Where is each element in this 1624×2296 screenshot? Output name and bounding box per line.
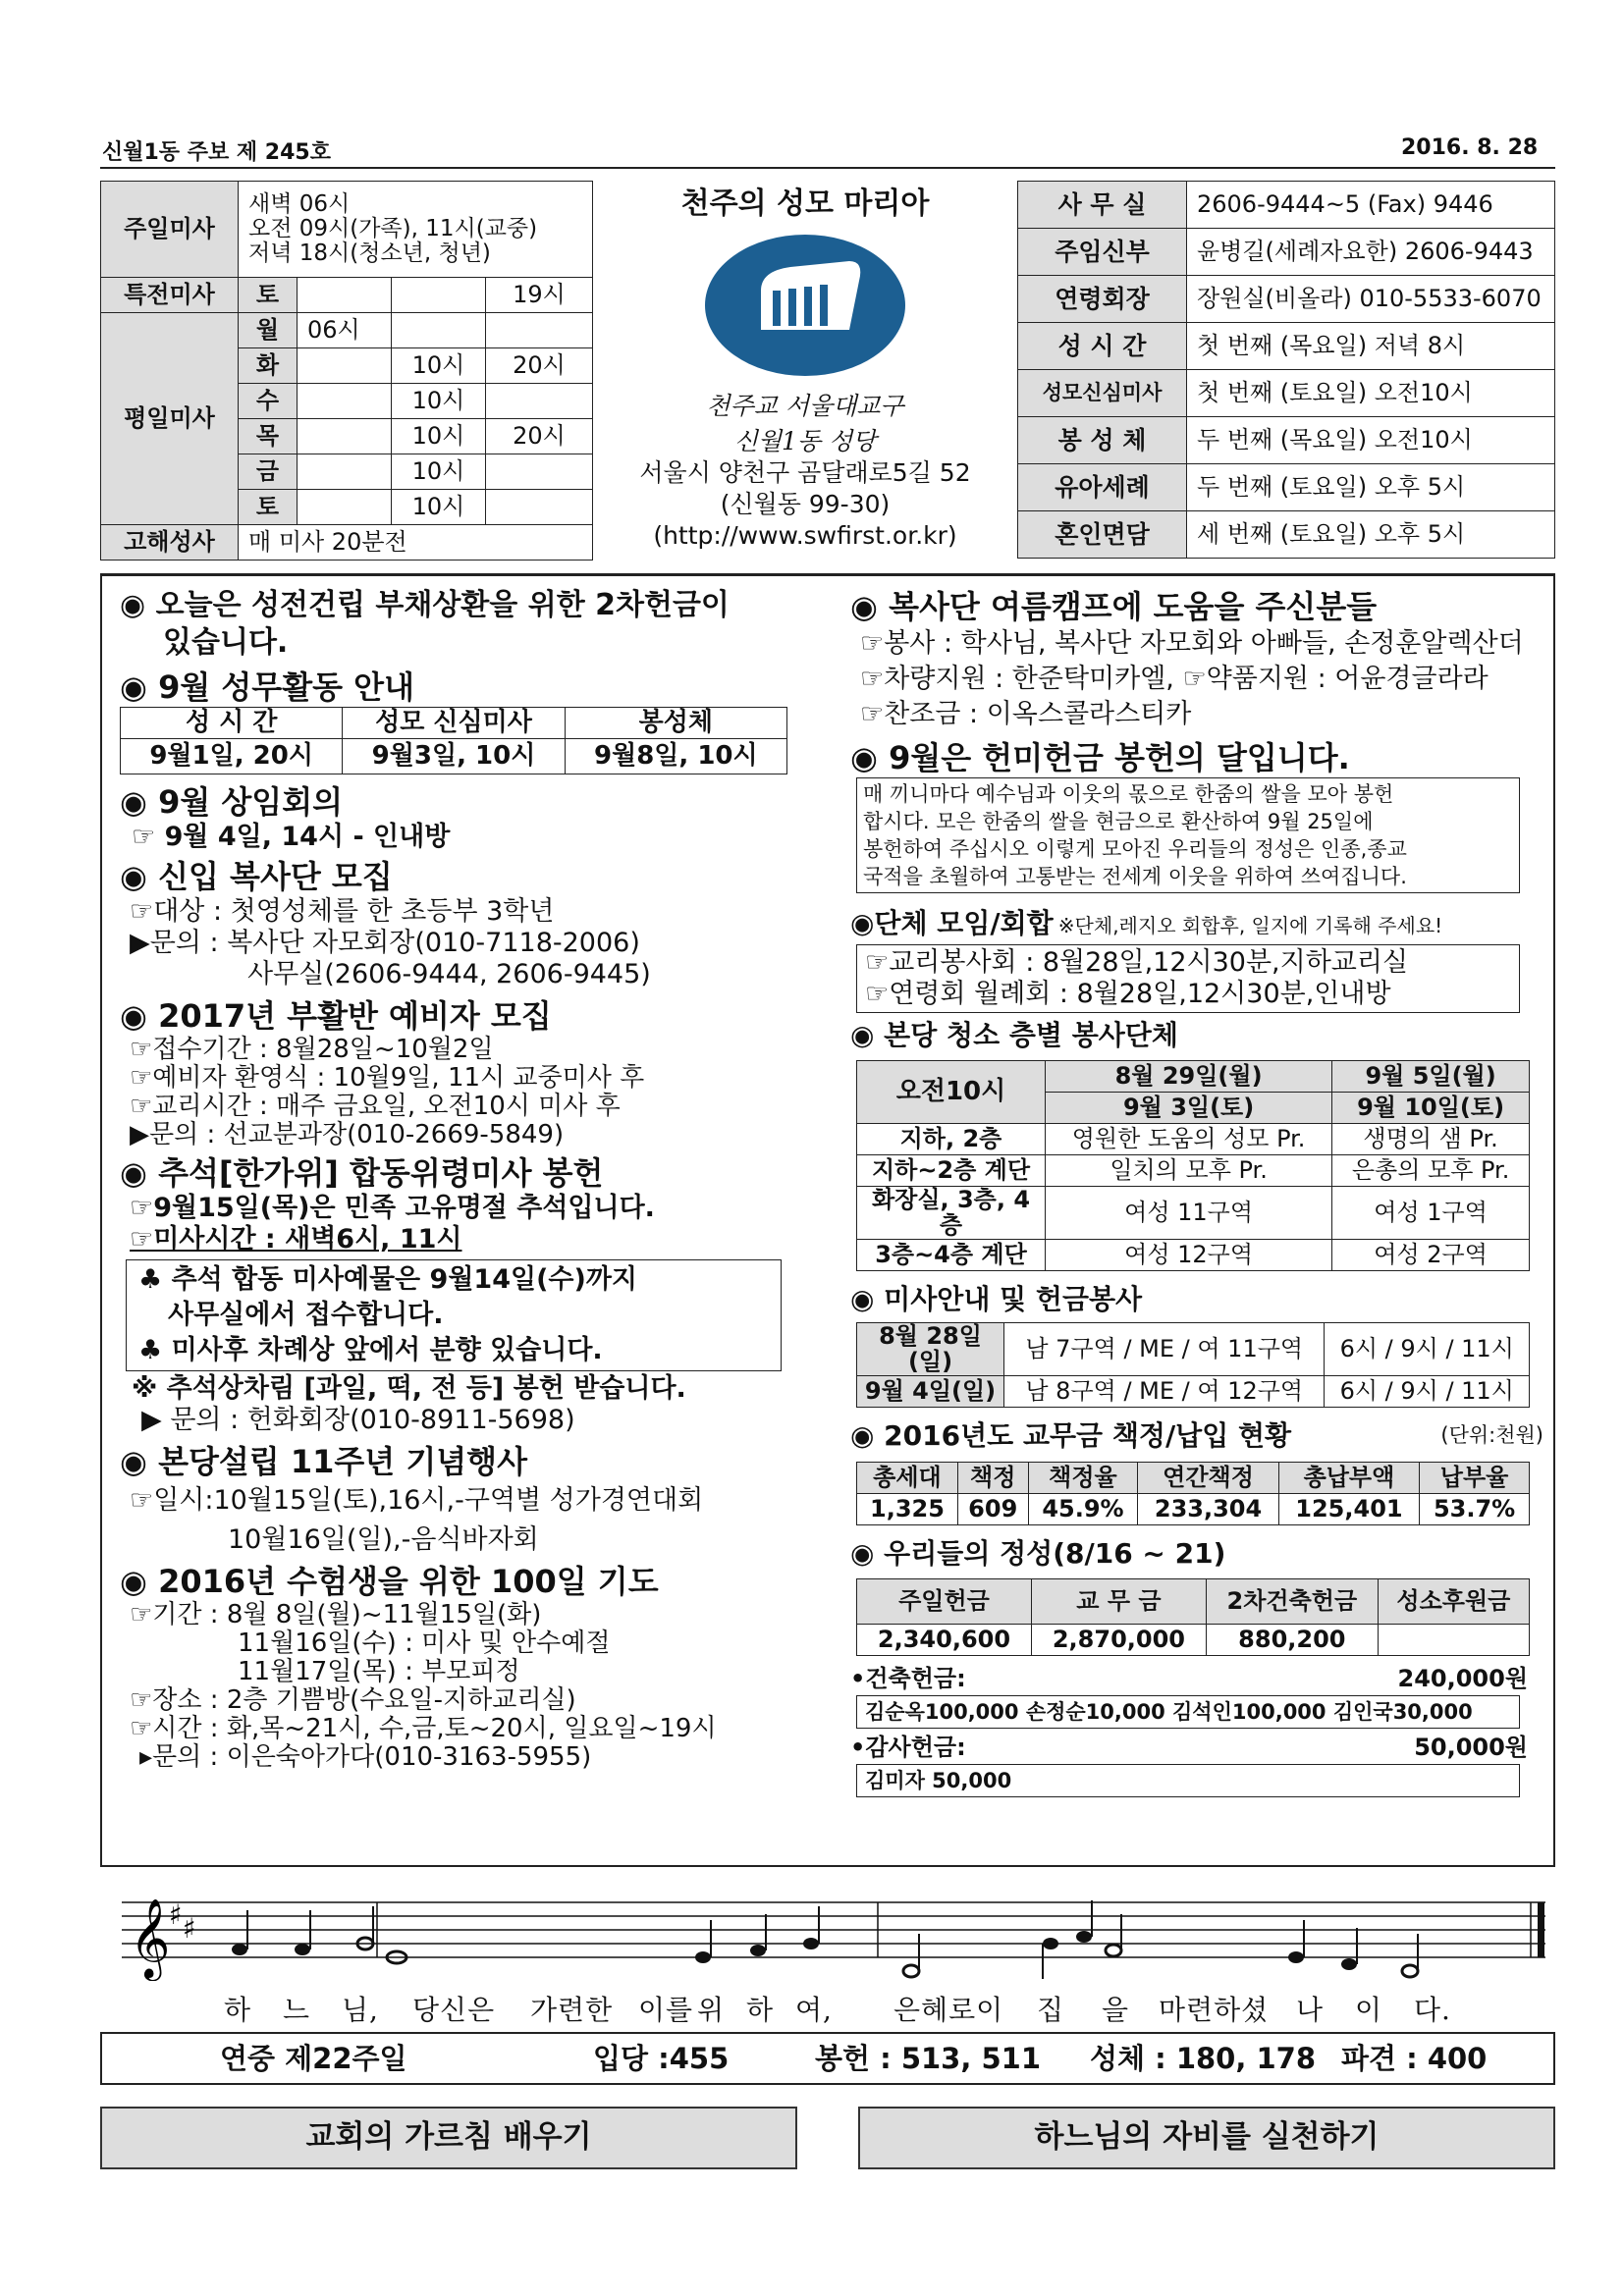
mass-offering-table — [856, 1322, 1530, 1408]
weekday-row: 화 10시 20시 — [101, 348, 593, 384]
section-title: ◉ 2016년 수험생을 위한 100일 기도 — [120, 1563, 659, 1600]
svg-text:♯: ♯ — [169, 1898, 183, 1931]
church-address-detail: (신월동 99-30) — [720, 490, 891, 518]
svg-text:♯: ♯ — [183, 1912, 196, 1945]
table-row: 지하, 2층 영원한 도움의 성모 Pr. 생명의 샘 Pr. — [857, 1124, 1530, 1155]
contact-row: 연령회장 장원실(비올라) 010-5533-6070 — [1018, 276, 1555, 323]
music-staff — [102, 1887, 1553, 1981]
weekday-row: 금 10시 — [101, 454, 593, 490]
weekday-row: 평일미사 월 06시 — [101, 313, 593, 348]
thanks-offering-label: •감사헌금: — [850, 1733, 966, 1761]
section-title: ◉단체 모임/회합 — [850, 907, 1054, 939]
contact-row: 봉 성 체 두 번째 (목요일) 오전10시 — [1018, 417, 1555, 464]
church-address: 서울시 양천구 곰달래로5길 52 — [639, 458, 971, 487]
center-title: 천주의 성모 마리아 — [680, 187, 930, 221]
contacts-table — [1017, 181, 1555, 559]
weekday-mass-label: 평일미사 — [101, 313, 239, 525]
section-title: ◉ 2017년 부활반 예비자 모집 — [120, 997, 552, 1035]
sunday-mass-times: 새벽 06시 오전 09시(가족), 11시(교중) 저녁 18시(청소년, 청년) — [239, 182, 593, 278]
thanks-offering-donors: 김미자 50,000 — [856, 1764, 1520, 1797]
table-row: 지하~2층 계단 일치의 모후 Pr. 은총의 모후 Pr. — [857, 1155, 1530, 1187]
contact-row: 성 시 간 첫 번째 (목요일) 저녁 8시 — [1018, 323, 1555, 370]
cleaning-schedule-table: 오전10시 8월 29일(월) 9월 5일(월) 9월 3일(토) 9월 10일(토) 지하, 2층 영원한 도움의 성모 Pr. 생명의 샘 Pr. 지하~2층 계단 일치의 모후 Pr. 은총의 모후 Pr. 화장실, 3층, 4층 여성 11구역 여성 1구역 3층~4층 계단 여성 12구역 여성 2구역 — [856, 1060, 1530, 1271]
contact-row: 혼인면담 세 번째 (토요일) 오후 5시 — [1018, 511, 1555, 559]
church-sign-line1: 천주교 서울대교구 — [706, 392, 904, 420]
table-row: 3층~4층 계단 여성 12구역 여성 2구역 — [857, 1239, 1530, 1270]
practice-mercy-button[interactable]: 하느님의 자비를 실천하기 — [858, 2107, 1555, 2169]
group-meeting-box: ☞교리봉사회 : 8월28일,12시30분,지하교리실 ☞연령회 월례회 : 8월28일,12시30분,인내방 — [856, 944, 1520, 1013]
confession-label: 고해성사 — [101, 525, 239, 561]
table-row: 2,340,600 2,870,000 880,200 — [857, 1624, 1530, 1655]
liturgical-week: 연중 제22주일 — [220, 2042, 407, 2075]
second-collection-notice: ◉ 오늘은 성전건립 부채상환을 위한 2차헌금이 — [120, 588, 730, 622]
section-title: ◉ 9월 상임회의 — [120, 783, 344, 821]
mass-schedule-table — [100, 181, 593, 561]
contact-row: 성모신심미사 첫 번째 (토요일) 오전10시 — [1018, 370, 1555, 417]
section-title: ◉ 2016년도 교무금 책정/납입 현황 — [850, 1418, 1292, 1452]
september-ministry-table: 성 시 간 성모 신심미사 봉성체 9월1일, 20시 9월3일, 10시 9월8일, 10시 — [120, 707, 787, 774]
building-fund-donors: 김순옥100,000 손정순10,000 김석인100,000 김인국30,000 — [856, 1695, 1520, 1729]
header-divider — [100, 167, 1555, 169]
contact-row: 유아세례 두 번째 (토요일) 오후 5시 — [1018, 464, 1555, 511]
contact-row: 사 무 실 2606-9444~5 (Fax) 9446 — [1018, 182, 1555, 229]
treble-clef-icon: 𝄞 — [130, 1897, 171, 1978]
sunday-mass-row — [101, 182, 593, 278]
section-title: ◉ 추석[한가위] 합동위령미사 봉헌 — [120, 1154, 604, 1192]
offerings-table: 주일헌금 교 무 금 2차건축헌금 성소후원금 2,340,600 2,870,000 880,200 — [856, 1578, 1530, 1656]
table-row: 화장실, 3층, 4층 여성 11구역 여성 1구역 — [857, 1187, 1530, 1240]
church-dues-table: 총세대 책정 책정율 연간책정 총납부액 납부율 1,325 609 45.9% 233,304 125,401 53.7% — [856, 1462, 1530, 1525]
section-title: ◉ 미사안내 및 헌금봉사 — [850, 1282, 1143, 1315]
special-mass-row: 특전미사 토 19시 — [101, 278, 593, 313]
weekday-row: 목 10시 20시 — [101, 419, 593, 454]
table-row: 9월 4일(일) 남 8구역 / ME / 여 12구역 6시 / 9시 / 11시 — [857, 1375, 1530, 1407]
section-title: ◉ 본당 청소 층별 봉사단체 — [850, 1019, 1178, 1051]
section-title: ◉ 9월은 헌미헌금 봉헌의 달입니다. — [850, 739, 1350, 776]
section-title: ◉ 본당설립 11주년 기념행사 — [120, 1443, 527, 1480]
weekday-row: 토 10시 — [101, 490, 593, 525]
sunday-hymn-bar: 연중 제22주일 입당 :455 봉헌 : 513, 511 성체 : 180, 178 파견 : 400 — [100, 2032, 1555, 2085]
chuseok-notice-box: ♣ 추석 합동 미사예물은 9월14일(수)까지 사무실에서 접수합니다. ♣ 미사후 차례상 앞에서 분향 있습니다. — [126, 1259, 782, 1371]
rice-offering-box: 매 끼니마다 예수님과 이웃의 몫으로 한줌의 쌀을 모아 봉헌 합시다. 모은 한줌의 쌀을 현금으로 환산하여 9월 25일에 봉헌하여 주십시오 이렇게 모아진 우리들의 정성은 인종,종교 국적을 초월하여 고통받는 전세계 이웃을 위하여 쓰여집니다. — [856, 777, 1520, 893]
church-logo-icon — [702, 232, 908, 379]
table-row: 1,325 609 45.9% 233,304 125,401 53.7% — [857, 1493, 1530, 1524]
section-title: ◉ 우리들의 정성(8/16 ~ 21) — [850, 1536, 1226, 1570]
left-column: ◉ 오늘은 성전건립 부채상환을 위한 2차헌금이 있습니다. ◉ 9월 성무활동 안내 성 시 간 성모 신심미사 봉성체 9월1일, 20시 9월3일, 10시 9월8일, 10시 ◉ 9월 상임회의 ☞ 9월 4일, 14시 - 인내방 ◉ 신입 복사단 모집 ☞대상 : 첫영성체를 한 초등부 3학년 ▶문의 : 복사단 자모회장(010-7118-2006) 사무실(2606-9444, 2606-9445) ◉ 2017년 부활반 예비자 모집 ☞접수기간 : 8월28일~10월2일 ☞예비자 환영식 : 10월9일, 11시 교중미사 후 ☞교리시간 : 매주 금요일, 오전10시 미사 후 ▶문의 : 선교분과장(010-2669-5849) ◉ 추석[한가위] 합동위령미사 봉헌 ☞9월15일(목)은 민족 고유명절 추석입니다. ☞미사시간 : 새벽6시, 11시 ♣ 추석 합동 미사예물은 9월14일(수)까지 사무실에서 접수합니다. ♣ 미사후 차례상 앞에서 분향 있습니다. ※ 추석상차림 [과일, 떡, 전 등] 봉헌 받습니다. ▶ 문의 : 헌화회장(010-8911-5698) ◉ 본당설립 11주년 기념행사 ☞일시:10월15일(토),16시,-구역별 성가경연대회 10월16일(일),-음식바자회 ◉ 2016년 수험생을 위한 100일 기도 ☞기간 : 8월 8일(월)~11월15일(화) 11월16일(수) : 미사 및 안수예절 11월17일(목) : 부모피정 ☞장소 : 2층 기쁨방(수요일-지하교리실) ☞시간 : 화,목~21시, 수,금,토~20시, 일요일~19시 ▸문의 : 이은숙아가다(010-3163-5955) — [120, 587, 797, 1772]
section-title: ◉ 신입 복사단 모집 — [120, 858, 393, 895]
section-title: ◉ 9월 성무활동 안내 — [120, 668, 414, 706]
sunday-mass-label: 주일미사 — [101, 182, 239, 278]
church-website-link[interactable]: (http://www.swfirst.or.kr) — [653, 521, 957, 550]
bulletin-date: 2016. 8. 28 — [1401, 135, 1539, 160]
weekday-row: 수 10시 — [101, 384, 593, 419]
right-column: ◉ 복사단 여름캠프에 도움을 주신분들 ☞봉사 : 학사님, 복사단 자모회와 아빠들, 손정훈알렉산더 ☞차량지원 : 한준탁미카엘, ☞약품지원 : 어윤경글라라 ☞찬조금 : 이옥스콜라스티카 ◉ 9월은 헌미헌금 봉헌의 달입니다. 매 끼니마다 예수님과 이웃의 몫으로 한줌의 쌀을 모아 봉헌 합시다. 모은 한줌의 쌀을 현금으로 환산하여 9월 25일에 봉헌하여 주십시오 이렇게 모아진 우리들의 정성은 인종,종교 국적을 초월하여 고통받는 전세계 이웃을 위하여 쓰여집니다. ◉단체 모임/회합 ※단체,레지오 회합후, 일지에 기록해 주세요! ☞교리봉사회 : 8월28일,12시30분,지하교리실 ☞연령회 월례회 : 8월28일,12시30분,인내방 ◉ 본당 청소 층별 봉사단체 오전10시 8월 29일(월) 9월 5일(월) 9월 3일(토) 9월 10일(토) 지하, 2층 영원한 도움의 성모 Pr. 생명의 샘 Pr. 지하~2층 계단 일치의 모후 Pr. 은총의 모후 Pr. 화장실, 3층, 4층 여성 11구역 여성 1구역 3층~4층 계단 여성 12구역 여성 2구역 ◉ 미사안내 및 헌금봉사 8월 28일(일) 남 7구역 / ME / 여 11구역 6시 / 9시 / 11시 9월 4일(일) 남 8구역 / ME / 여 12구역 6시 / 9시 / 11시 ◉ 2016년도 교무금 책정/납입 현황 (단위:천원) 총세대 책정 책정율 연간책정 총납부액 납부율 1,325 609 45.9% 233,304 125,401 53.7% ◉ 우리들의 정성(8/16 ~ 21) 주일헌금 교 무 금 2차건축헌금 성소후원금 2,340,600 2,870,000 880,200 •건축헌금: 240,000원 김순옥100,000 손정순10,000 김석인100,000 김인국30,000 •감사헌금: 50,000원 김미자 50,000 — [850, 587, 1543, 1797]
building-fund-label: •건축헌금: — [850, 1664, 966, 1692]
bulletin-title: 신월1동 주보 제 245호 — [102, 140, 331, 165]
learn-teachings-button[interactable]: 교회의 가르침 배우기 — [100, 2107, 797, 2169]
table-row: 8월 28일(일) 남 7구역 / ME / 여 11구역 6시 / 9시 / 11시 — [857, 1322, 1530, 1375]
church-sign-line2: 신월1동 성당 — [733, 427, 877, 455]
contact-row: 주임신부 윤병길(세례자요한) 2606-9443 — [1018, 229, 1555, 276]
section-title: ◉ 복사단 여름캠프에 도움을 주신분들 — [850, 588, 1378, 625]
special-mass-label: 특전미사 — [101, 278, 239, 313]
confession-row: 고해성사 매 미사 20분전 — [101, 525, 593, 561]
